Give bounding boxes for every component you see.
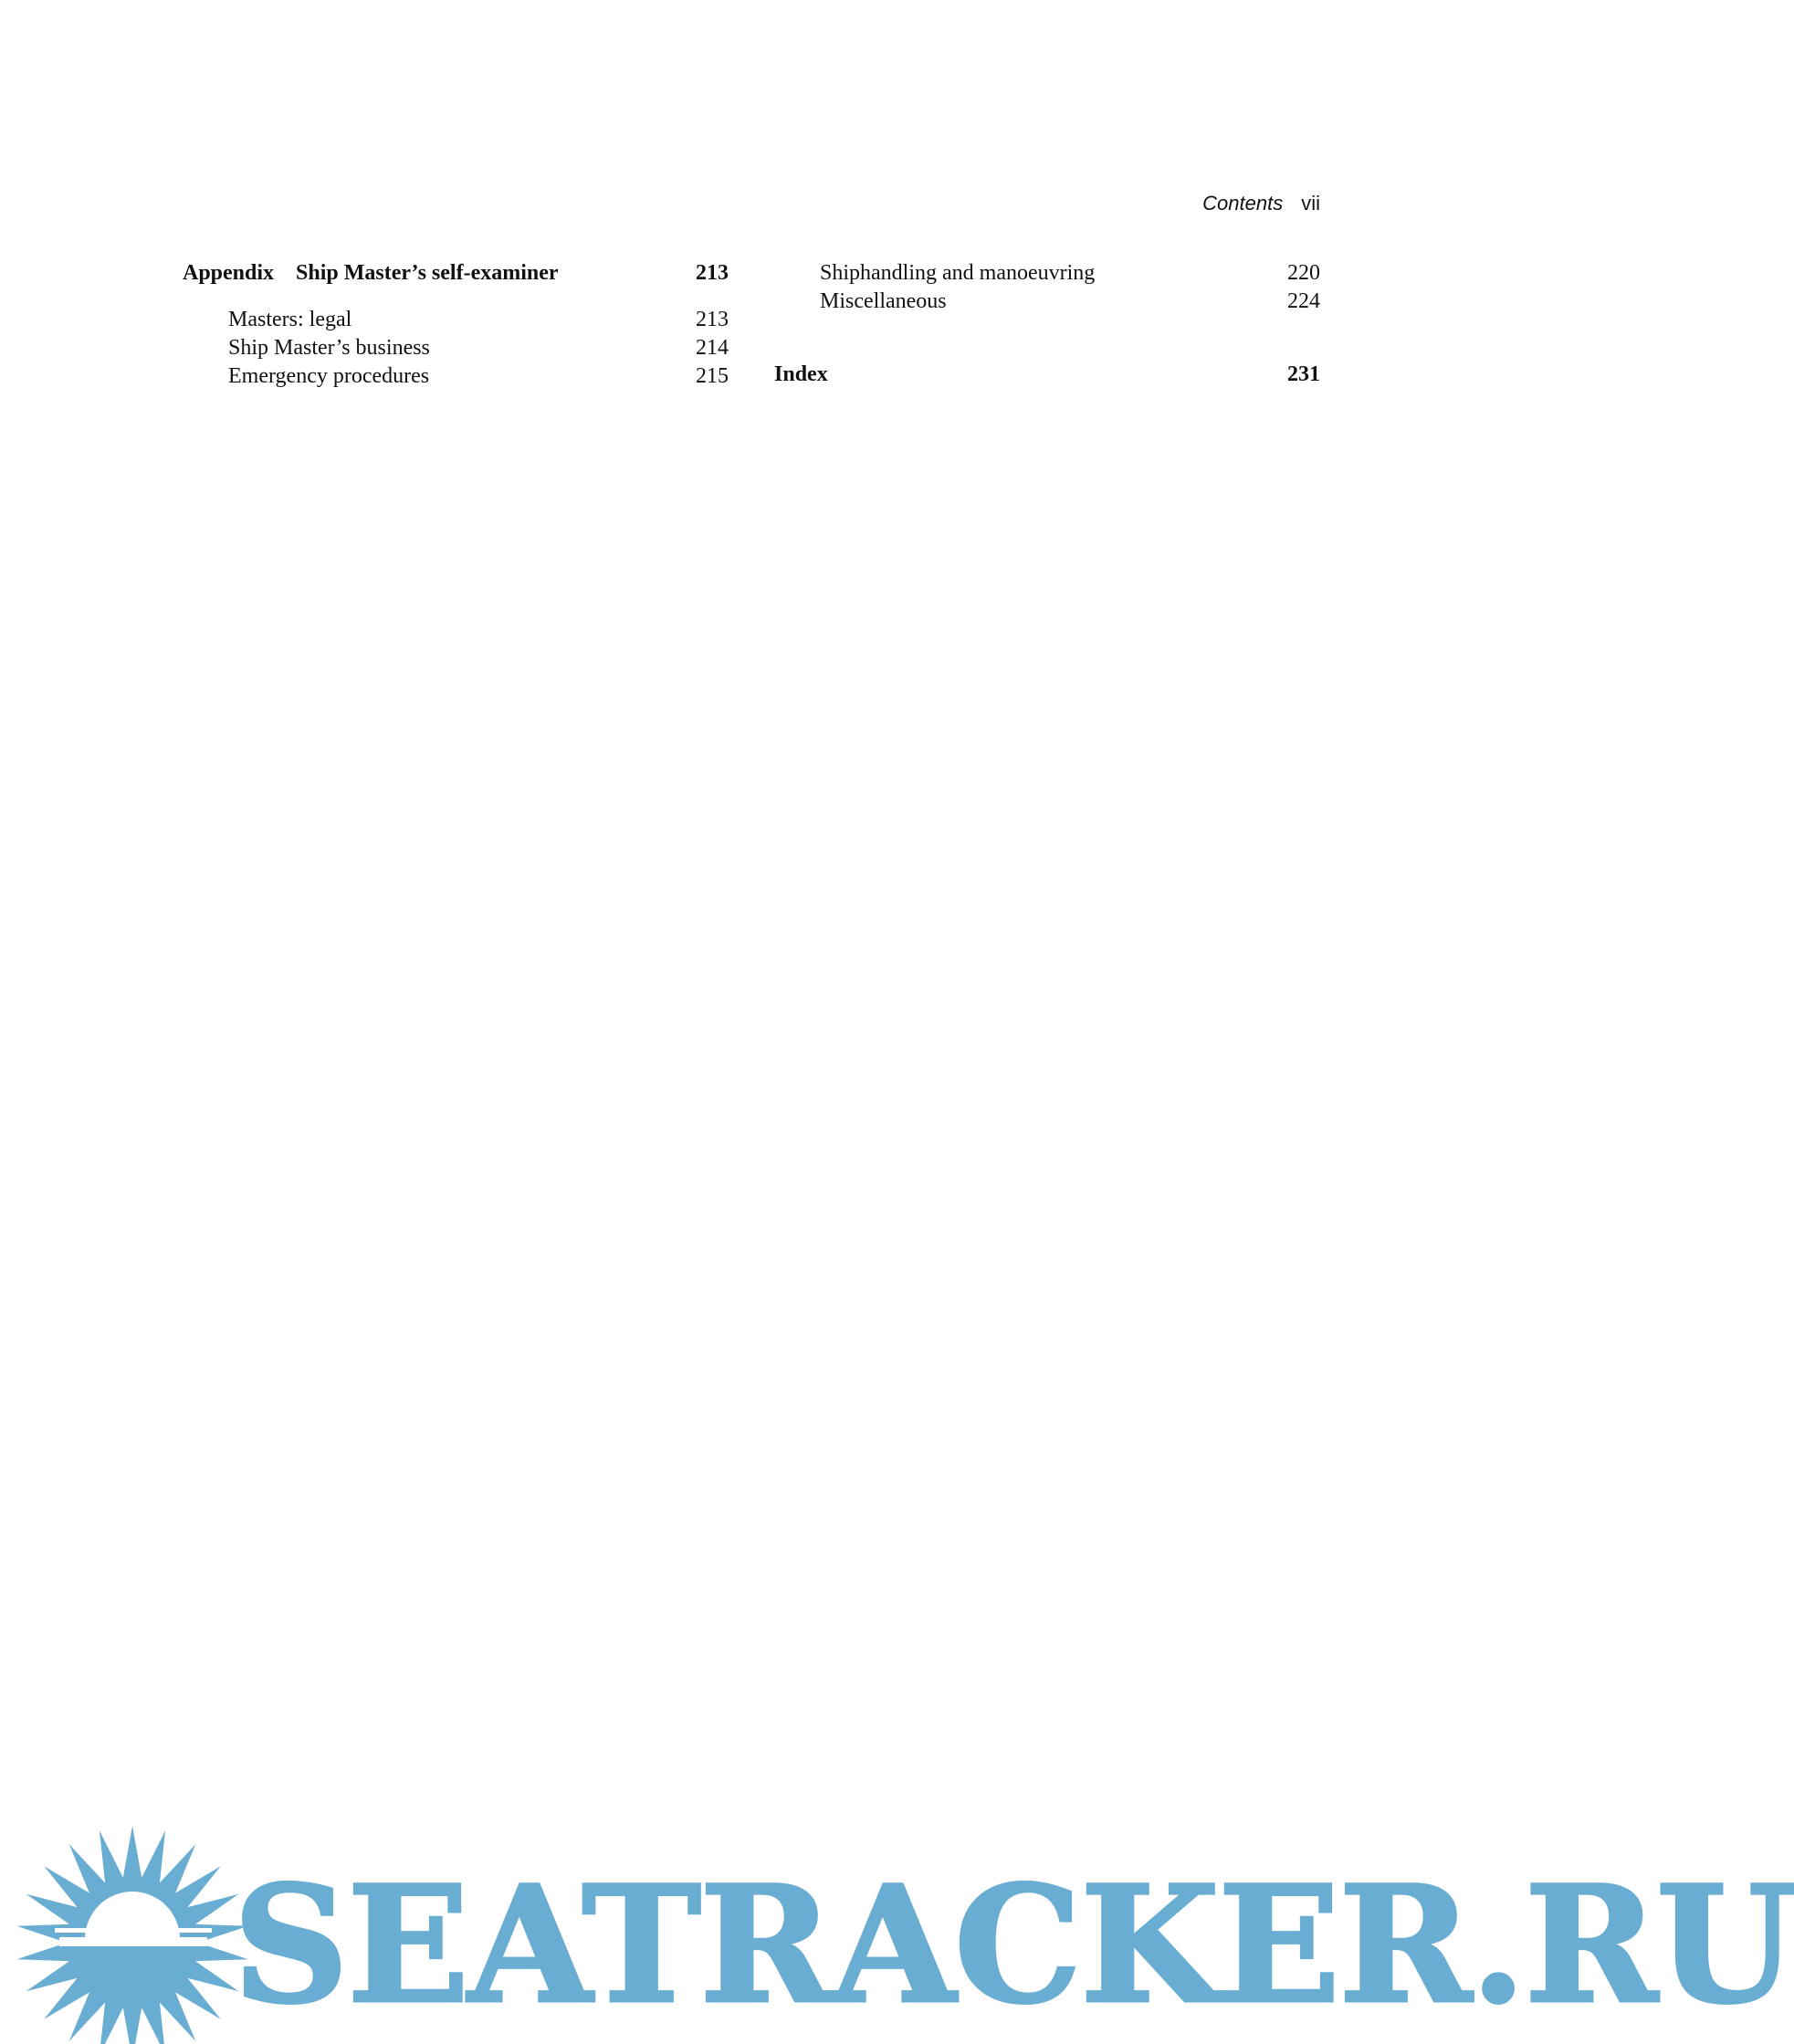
toc-left-column [183,259,729,391]
running-head [1202,192,1320,215]
toc-index-title: Index [774,362,828,386]
toc-index-heading[interactable] [774,361,1320,389]
toc-entry[interactable] [774,288,1320,316]
page-number: vii [1301,192,1320,215]
toc-index-page: 231 [1287,362,1320,386]
toc-entry-page: 213 [696,308,729,331]
toc-entry[interactable] [183,334,729,362]
toc-heading-prefix: Appendix [183,261,275,285]
toc-entry-title: Ship Master’s business [228,336,430,360]
toc-entry[interactable] [183,362,729,391]
toc-entry-title: Masters: legal [228,308,352,331]
toc-heading-page: 213 [696,261,729,285]
toc-entry-title: Miscellaneous [820,289,947,313]
toc-right-column [774,259,1320,389]
toc-entry-title: Shiphandling and manoeuvring [820,261,1096,285]
sun-icon [16,1826,247,2044]
toc-heading-label [183,259,559,288]
running-head-title: Contents [1202,192,1284,215]
toc-entry-page: 214 [696,336,729,360]
toc-entry-page: 215 [696,364,729,388]
toc-heading-title: Ship Master’s self-examiner [296,261,559,285]
watermark-text: SEATRACKER.RU [233,1850,1794,2039]
toc-entry-page: 220 [1287,261,1320,285]
toc-appendix-heading[interactable] [183,259,729,288]
toc-entry-title: Emergency procedures [228,364,430,388]
toc-entry-page: 224 [1287,289,1320,313]
toc-entry[interactable] [774,259,1320,288]
toc-entry[interactable] [183,306,729,334]
